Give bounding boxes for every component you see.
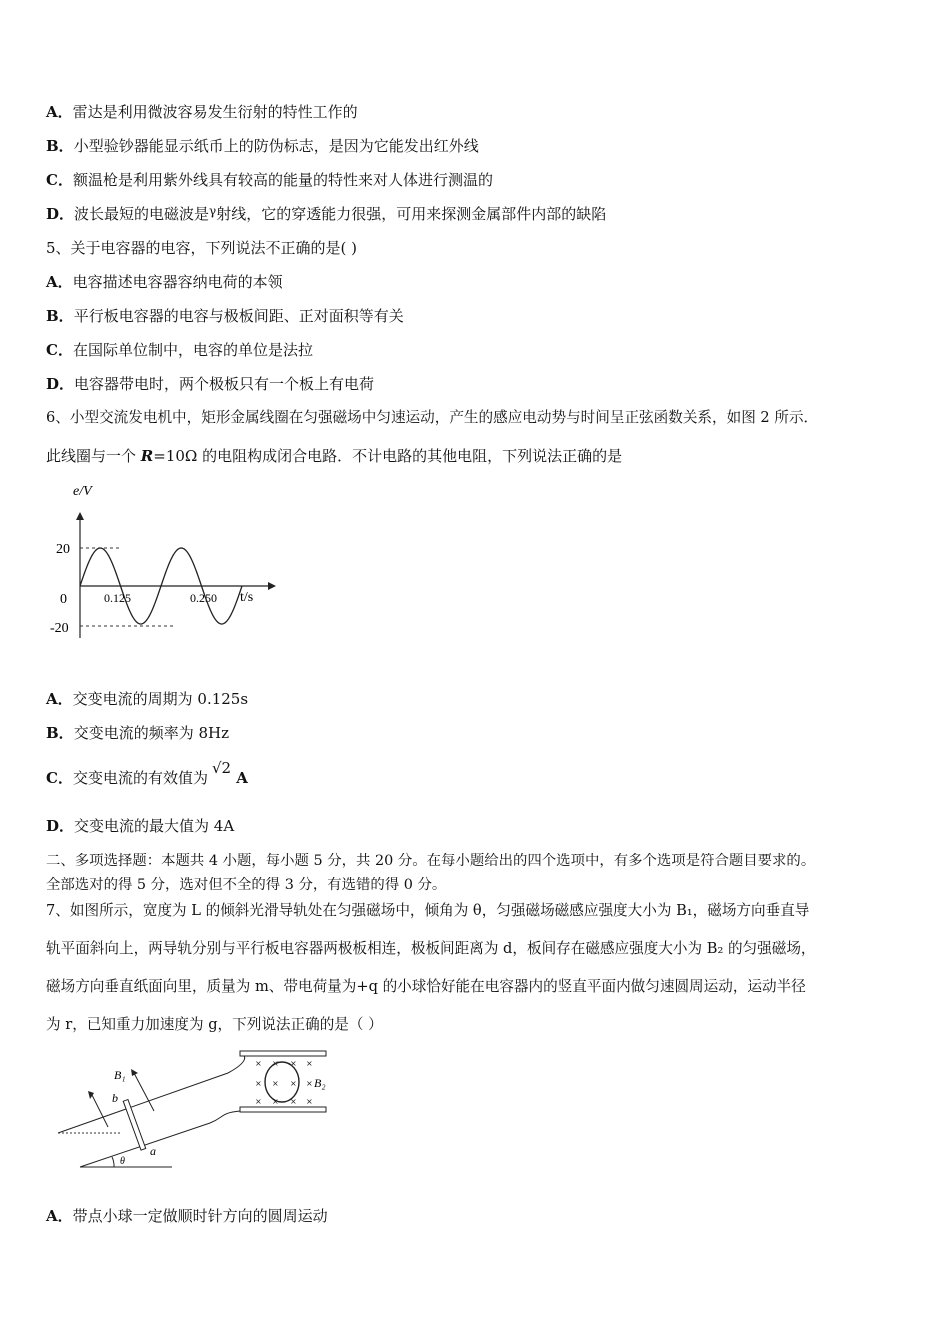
- b1-label: B₁: [114, 1068, 126, 1082]
- q6-stem-line2: 此线圈与一个 R=10Ω 的电阻构成闭合电路．不计电路的其他电阻，下列说法正确的是: [46, 447, 623, 465]
- q7-option-a: A．带点小球一定做顺时针方向的圆周运动: [46, 1207, 328, 1225]
- svg-text:×: ×: [255, 1059, 262, 1068]
- q6-stem-line1: 6、小型交流发电机中，矩形金属线圈在匀强磁场中匀速运动，产生的感应电动势与时间呈正弦函数关系，如图 2 所示．: [46, 409, 819, 426]
- point-b-label: b: [112, 1091, 118, 1105]
- svg-text:×: ×: [255, 1097, 262, 1106]
- q4-option-d: D．波长最短的电磁波是$^\gamma$射线，它的穿透能力很强，可用来探测金属部件内部的缺陷: [46, 204, 607, 223]
- q5-option-d: D．电容器带电时，两个极板只有一个板上有电荷: [46, 375, 375, 393]
- q7-line2: 轨平面斜向上，两导轨分别与平行板电容器两极板相连，极板间距离为 d，板间存在磁感应强度大小为 B₂ 的匀强磁场，: [46, 940, 816, 957]
- b1-arrow-left: [92, 1095, 108, 1127]
- q4-option-c: C．额温枪是利用紫外线具有较高的能量的特性来对人体进行测温的: [46, 171, 493, 189]
- section2-line1: 二、多项选择题：本题共 4 小题，每小题 5 分，共 20 分。在每小题给出的四个选项中，有多个选项是符合题目要求的。: [46, 853, 816, 869]
- q6-option-c: C．交变电流的有效值为√2 A: [46, 759, 248, 787]
- svg-text:×: ×: [290, 1059, 297, 1068]
- x-axis-label: t/s: [240, 590, 254, 605]
- y-axis-arrow-icon: [76, 512, 84, 520]
- x-tick-0125: 0.125: [104, 591, 131, 605]
- sqrt-two: √2: [211, 759, 232, 777]
- point-a-label: a: [150, 1144, 156, 1158]
- svg-text:×: ×: [272, 1097, 279, 1106]
- q5-stem: 5、关于电容器的电容，下列说法不正确的是( ): [46, 239, 358, 257]
- field-crosses: [255, 1059, 313, 1106]
- q6-option-b: B．交变电流的频率为 8Hz: [46, 724, 229, 742]
- upper-wire: [228, 1055, 245, 1073]
- svg-text:×: ×: [290, 1079, 297, 1088]
- q6-option-a: A．交变电流的周期为 0.125s: [46, 690, 249, 708]
- x-axis-arrow-icon: [268, 582, 276, 590]
- conductor-rod: [123, 1100, 145, 1151]
- q5-option-b: B．平行板电容器的电容与极板间距、正对面积等有关: [46, 307, 404, 325]
- emf-time-graph: [40, 478, 280, 648]
- svg-text:×: ×: [306, 1097, 313, 1106]
- q5-option-a: A．电容描述电容器容纳电荷的本领: [46, 273, 283, 291]
- lower-wire: [210, 1111, 240, 1123]
- q5-option-c: C．在国际单位制中，电容的单位是法拉: [46, 341, 313, 359]
- svg-text:×: ×: [306, 1059, 313, 1068]
- svg-text:×: ×: [255, 1079, 262, 1088]
- section2-line2: 全部选对的得 5 分，选对但不全的得 3 分，有选错的得 0 分。: [46, 877, 447, 893]
- svg-text:×: ×: [290, 1097, 297, 1106]
- upper-rail: [58, 1073, 228, 1133]
- y-tick-neg-20: -20: [50, 621, 69, 636]
- rail-capacitor-figure: [50, 1045, 340, 1175]
- q7-line3: 磁场方向垂直纸面向里，质量为 m、带电荷量为+q 的小球恰好能在电容器内的竖直平面内做匀速圆周运动，运动半径: [46, 978, 806, 995]
- q7-line4: 为 r，已知重力加速度为 g，下列说法正确的是（ ）: [46, 1016, 383, 1033]
- theta-label: θ: [120, 1156, 125, 1167]
- capacitor-top-plate: [240, 1051, 326, 1056]
- q7-line1: 7、如图所示，宽度为 L 的倾斜光滑导轨处在匀强磁场中，倾角为 θ，匀强磁场磁感应强度大小为 B₁，磁场方向垂直导: [46, 902, 810, 919]
- svg-text:×: ×: [272, 1059, 279, 1068]
- svg-text:×: ×: [306, 1079, 313, 1088]
- q4-option-a: A．雷达是利用微波容易发生衍射的特性工作的: [46, 103, 358, 121]
- q6-option-d: D．交变电流的最大值为 4A: [46, 817, 235, 835]
- y-tick-20: 20: [56, 542, 70, 557]
- gamma-symbol: γ: [209, 204, 217, 218]
- capacitor-bottom-plate: [240, 1107, 326, 1112]
- svg-text:×: ×: [272, 1079, 279, 1088]
- q4-option-b: B．小型验钞器能显示纸币上的防伪标志，是因为它能发出红外线: [46, 137, 479, 155]
- x-tick-0250: 0.250: [190, 591, 217, 605]
- y-axis-label: e/V: [73, 484, 92, 499]
- origin-label: 0: [60, 592, 67, 607]
- angle-arc: [112, 1157, 114, 1167]
- b2-label: B₂: [314, 1076, 326, 1090]
